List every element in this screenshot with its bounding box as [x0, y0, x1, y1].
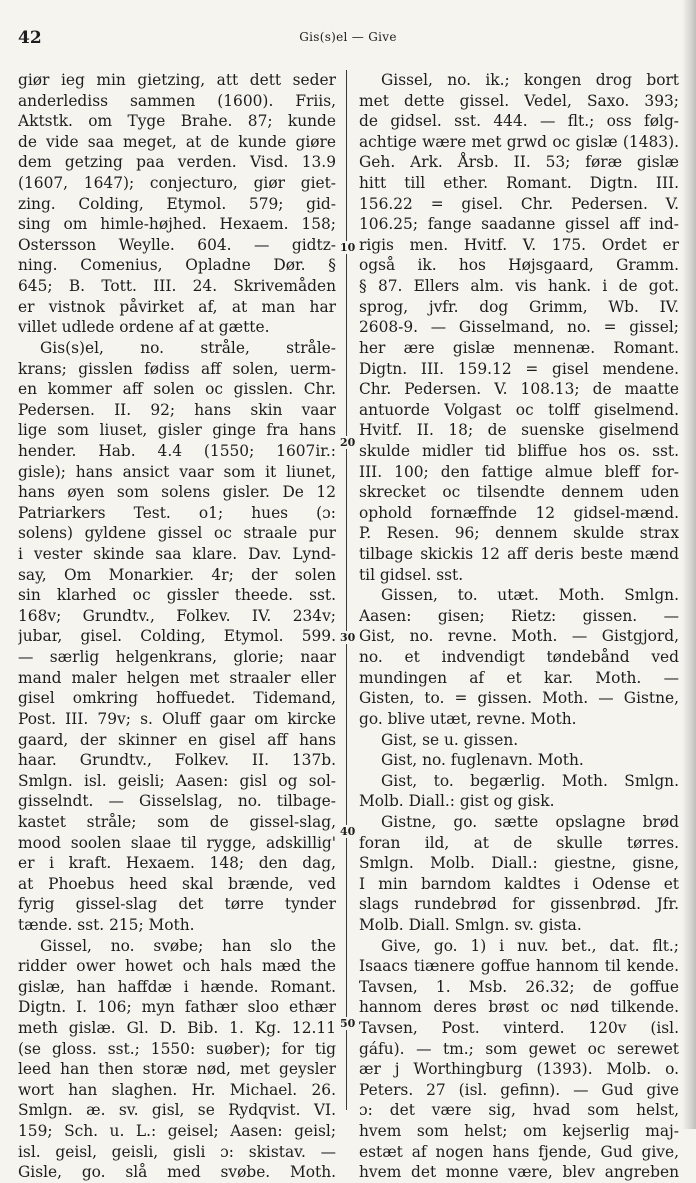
left-column-line: Ostersson Weylle. 604. — gidtz-: [18, 235, 336, 254]
left-column-line: say, Om Monarkier. 4r; der solen: [18, 565, 336, 584]
right-column-line: go. blive utæt, revne. Moth.: [359, 709, 577, 728]
right-column-line: Smlgn. Molb. Diall.: giestne, gisne,: [359, 854, 679, 873]
right-column-line: Gist, to. begærlig. Moth. Smlgn.: [381, 771, 679, 790]
left-column-line: Smlgn. isl. geisli; Aasen: gisl og sol-: [18, 771, 336, 790]
line-number-50: 50: [340, 1017, 356, 1030]
right-column-line: 156.22 = gisel. Chr. Pedersen. V.: [359, 194, 679, 213]
left-column-line: mood soolen slaae til rygge, adskillig': [18, 833, 336, 852]
page-edge-shadow: [682, 0, 696, 1129]
line-number-20: 20: [340, 436, 356, 449]
right-column-line: Gist, no. revne. Moth. — Gistgjord,: [359, 627, 679, 646]
left-column-line: 168v; Grundtv., Folkev. IV. 234v;: [18, 606, 336, 625]
right-column-line: Chr. Pedersen. V. 108.13; de maatte: [359, 380, 679, 399]
left-column-line: Gisle, go. slå med svøbe. Moth.: [18, 1163, 336, 1182]
left-column-line: kastet stråle; som de gissel-slag,: [18, 812, 336, 831]
right-column-line: achtige wære met grwd oc gislæ (1483).: [359, 132, 679, 151]
right-column-line: skrecket oc tilsendte dennem uden: [359, 483, 679, 502]
right-column-line: gáfu). — tm.; som gewet oc serewet: [359, 1039, 679, 1058]
left-column-line: hender. Hab. 4.4 (1550; 1607ir.:: [18, 441, 336, 460]
left-column-line: Gis(s)el, no. stråle, stråle-: [40, 338, 336, 357]
left-column-line: Patriarkers Test. o1; hues (ɔ:: [18, 503, 336, 522]
left-column-line: isl. geisl, geisli, gisli ɔ: skistav. —: [18, 1142, 336, 1161]
left-column-line: sin klarhed oc gissler theede. sst.: [18, 586, 336, 605]
left-column-line: gisselndt. — Gisselslag, no. tilbage-: [18, 792, 336, 811]
right-column-line: også ik. hos Højsgaard, Gramm.: [359, 256, 679, 275]
right-column-line: estæt af nogen hans fjende, Gud give,: [359, 1142, 679, 1161]
left-column-line: Smlgn. æ. sv. gisl, se Rydqvist. VI.: [18, 1101, 336, 1120]
right-column-line: no. et indvendigt tøndebånd ved: [359, 648, 679, 667]
left-column-line: at Phoebus heed skal brænde, ved: [18, 874, 336, 893]
right-column-line: Aasen: gisen; Rietz: gissen. —: [359, 606, 679, 625]
left-column-line: wort han slaghen. Hr. Michael. 26.: [18, 1080, 336, 1099]
right-column-line: Hvitf. II. 18; de suenske giselmend: [359, 421, 679, 440]
left-column-line: krans; gisslen fødiss aff solen, uerm-: [18, 359, 336, 378]
left-column-line: meth gislæ. Gl. D. Bib. 1. Kg. 12.11: [18, 1019, 336, 1038]
right-column-line: ær j Worthingburg (1393). Molb. o.: [359, 1060, 679, 1079]
line-number-10: 10: [340, 241, 356, 254]
column-rule: [346, 70, 347, 1110]
right-column-line: Molb. Diall.: gist og gisk.: [359, 792, 555, 811]
left-column-line: mand maler helgen met straaler eller: [18, 668, 336, 687]
right-column-line: Gist, no. fuglenavn. Moth.: [381, 751, 584, 770]
right-column-line: rigis men. Hvitf. V. 175. Ordet er: [359, 235, 679, 254]
left-column-line: Aktstk. om Tyge Brahe. 87; kunde: [18, 112, 336, 131]
right-column-line: til gidsel. sst.: [359, 565, 464, 584]
left-column-line: gaard, der skinner en gisel aff hans: [18, 730, 336, 749]
left-column-line: villet udlede ordene af at gætte.: [18, 318, 270, 337]
right-column-line: 106.25; fange saadanne gissel aff ind-: [359, 215, 679, 234]
right-column-line: sprog, jvfr. dog Grimm, Wb. IV.: [359, 297, 679, 316]
right-column-line: Digtn. III. 159.12 = gisel mendene.: [359, 359, 679, 378]
left-column-line: — særlig helgenkrans, glorie; naar: [18, 648, 336, 667]
right-column-line: ophold fornæffnde 12 gidsel-mænd.: [359, 503, 679, 522]
right-column-line: Geh. Ark. Årsb. II. 53; føræ gislæ: [359, 153, 679, 172]
left-column-line: hans øyen som solens gisler. De 12: [18, 483, 336, 502]
right-column-line: Peters. 27 (isl. gefinn). — Gud give: [359, 1080, 679, 1099]
left-column-line: lige som liuset, gisler ginge fra hans: [18, 421, 336, 440]
left-column-line: solens) gyldene gissel oc straale pur: [18, 524, 336, 543]
left-column-line: er vistnok påvirket af, at man har: [18, 297, 336, 316]
running-head: Gis(s)el — Give: [299, 30, 397, 44]
right-column: [359, 70, 679, 1183]
left-column: [18, 70, 336, 1183]
right-column-line: P. Resen. 96; dennem skulde strax: [359, 524, 679, 543]
right-column-line: hvem det monne være, blev angreben: [359, 1163, 679, 1182]
left-column-line: haar. Grundtv., Folkev. II. 137b.: [18, 751, 336, 770]
right-column-line: mundingen af et kar. Moth. —: [359, 668, 679, 687]
left-column-line: Post. III. 79v; s. Oluff gaar om kircke: [18, 709, 336, 728]
left-column-line: Gissel, no. svøbe; han slo the: [40, 936, 336, 955]
right-column-line: Give, go. 1) i nuv. bet., dat. flt.;: [381, 936, 679, 955]
left-column-line: sing om himle-højhed. Hexaem. 158;: [18, 215, 336, 234]
right-column-line: 2608-9. — Gisselmand, no. = gissel;: [359, 318, 679, 337]
right-column-line: Gissel, no. ik.; kongen drog bort: [381, 71, 679, 89]
right-column-line: Gissen, to. utæt. Moth. Smlgn.: [381, 586, 679, 605]
left-column-line: Pedersen. II. 92; hans skin vaar: [18, 400, 336, 419]
right-column-line: Tavsen, Post. vinterd. 120v (isl.: [359, 1019, 679, 1038]
left-column-line: en kommer aff solen oc gisslen. Chr.: [18, 380, 336, 399]
right-column-line: Gist, se u. gissen.: [381, 730, 519, 749]
line-number-40: 40: [340, 825, 356, 838]
left-column-line: gislæ, han haffdæ i hænde. Romant.: [18, 977, 336, 996]
left-column-line: 159; Sch. u. L.: geisel; Aasen: geisl;: [18, 1122, 336, 1141]
left-column-line: (1607, 1647); conjecturo, giør giet-: [18, 174, 336, 193]
left-column-line: i vester skinde saa klare. Dav. Lynd-: [18, 545, 336, 564]
left-column-line: gisel omkring hoffuedet. Tidemand,: [18, 689, 336, 708]
right-column-line: III. 100; den fattige almue bleff for-: [359, 462, 679, 481]
left-column-line: leed han then storæ nød, met geysler: [18, 1060, 336, 1079]
right-column-line: hitt till ether. Romant. Digtn. III.: [359, 174, 679, 193]
left-column-line: gisle); hans ansict vaar som it liunet,: [18, 462, 336, 481]
line-number-30: 30: [340, 631, 356, 644]
right-column-line: Gisten, to. = gissen. Moth. — Gistne,: [359, 689, 679, 708]
left-column-line: 645; B. Tott. III. 24. Skrivemåden: [18, 277, 336, 296]
right-column-line: her ære gislæ mennenæ. Romant.: [359, 338, 679, 357]
right-column-line: hvem som helst; om kejserlig maj-: [359, 1122, 679, 1141]
right-column-line: skulde midler tid bliffue hos os. sst.: [359, 441, 679, 460]
left-column-line: dem getzing paa verden. Visd. 13.9: [18, 153, 336, 172]
right-column-line: foran ild, at de skulle tørres.: [359, 833, 679, 852]
right-column-line: tilbage skickis 12 aff deris beste mænd: [359, 545, 679, 564]
right-column-line: met dette gissel. Vedel, Saxo. 393;: [359, 91, 679, 110]
left-column-line: Digtn. I. 106; myn fathær sloo ethær: [18, 998, 336, 1017]
left-column-line: zing. Colding, Etymol. 579; gid-: [18, 194, 336, 213]
page-number: 42: [18, 28, 42, 48]
left-column-line: ning. Comenius, Opladne Dør. §: [18, 256, 336, 275]
left-column-line: ridder ower howet och hals mæd the: [18, 957, 336, 976]
left-column-line: er i kraft. Hexaem. 148; den dag,: [18, 854, 336, 873]
right-column-line: antuorde Volgast oc tolff giselmend.: [359, 400, 679, 419]
right-column-line: Isaacs tiænere goffue hannom til kende.: [359, 957, 679, 976]
left-column-line: giør ieg min gietzing, att dett seder: [18, 71, 336, 89]
right-column-line: hannom deres brøst oc nød tilkende.: [359, 998, 679, 1017]
left-column-line: anderlediss sammen (1600). Friis,: [18, 91, 336, 110]
right-column-line: slags rundebrød for gissenbrød. Jfr.: [359, 895, 679, 914]
right-column-line: ɔ: det være sig, hvad som helst,: [359, 1101, 679, 1120]
right-column-line: § 87. Ellers alm. vis hank. i de got.: [359, 277, 679, 296]
right-column-line: I min barndom kaldtes i Odense et: [359, 874, 679, 893]
right-column-line: Tavsen, 1. Msb. 26.32; de goffue: [359, 977, 679, 996]
left-column-line: jubar, gisel. Colding, Etymol. 599.: [18, 627, 336, 646]
left-column-line: tænde. sst. 215; Moth.: [18, 915, 195, 934]
left-column-line: fyrig gissel-slag det tørre tynder: [18, 895, 336, 914]
left-column-line: de vide saa meget, at de kunde giøre: [18, 132, 336, 151]
right-column-line: de gidsel. sst. 444. — flt.; oss følg-: [359, 112, 679, 131]
right-column-line: Molb. Diall. Smlgn. sv. gista.: [359, 915, 582, 934]
right-column-line: Gistne, go. sætte opslagne brød: [381, 812, 679, 831]
left-column-line: (se gloss. sst.; 1550: suøber); for tig: [18, 1039, 336, 1058]
